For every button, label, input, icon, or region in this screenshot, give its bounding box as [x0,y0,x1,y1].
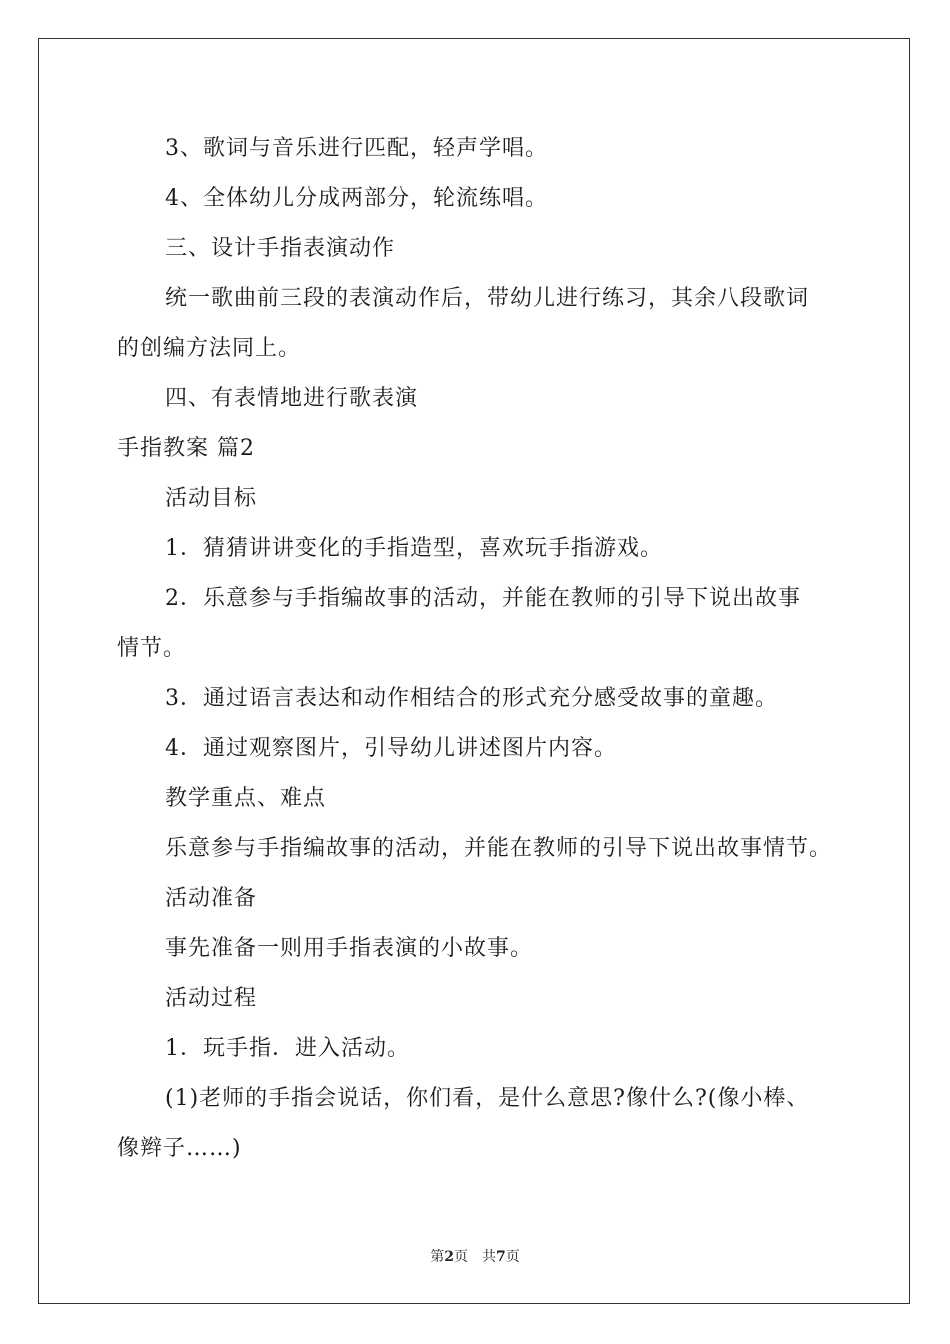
text-line: 乐意参与手指编故事的活动，并能在教师的引导下说出故事情节。 [165,836,833,861]
text-line: 3．通过语言表达和动作相结合的形式充分感受故事的童趣。 [165,686,778,711]
text-line: 的创编方法同上。 [117,336,302,361]
footer-suffix: 页 [505,1249,520,1265]
footer-mid: 页 共 [454,1249,496,1265]
text-line: 1．玩手指．进入活动。 [165,1036,410,1061]
document-title: 手指教案 篇2 [117,436,255,461]
section-heading: 活动准备 [165,886,258,911]
text-line: 4．通过观察图片，引导幼儿讲述图片内容。 [165,736,617,761]
total-pages-number: 7 [496,1249,506,1265]
section-heading: 教学重点、难点 [165,786,327,811]
current-page-number: 2 [444,1249,454,1265]
footer-prefix: 第 [430,1249,445,1265]
section-heading: 活动目标 [165,486,258,511]
text-line: 情节。 [117,636,187,661]
text-line: 3、歌词与音乐进行匹配，轻声学唱。 [165,136,548,161]
text-line: (1)老师的手指会说话，你们看，是什么意思?像什么?(像小棒、 [165,1086,810,1111]
text-line: 统一歌曲前三段的表演动作后，带幼儿进行练习，其余八段歌词 [165,286,810,311]
section-heading: 三、设计手指表演动作 [165,236,396,261]
section-heading: 四、有表情地进行歌表演 [165,386,419,411]
text-line: 1．猜猜讲讲变化的手指造型，喜欢玩手指游戏。 [165,536,663,561]
section-heading: 活动过程 [165,986,258,1011]
text-line: 事先准备一则用手指表演的小故事。 [165,936,534,961]
page-footer [0,1248,950,1266]
text-line: 2．乐意参与手指编故事的活动，并能在教师的引导下说出故事 [165,586,801,611]
text-line: 4、全体幼儿分成两部分，轮流练唱。 [165,186,548,211]
page-border [38,38,910,1304]
text-line: 像辫子……) [117,1136,242,1161]
